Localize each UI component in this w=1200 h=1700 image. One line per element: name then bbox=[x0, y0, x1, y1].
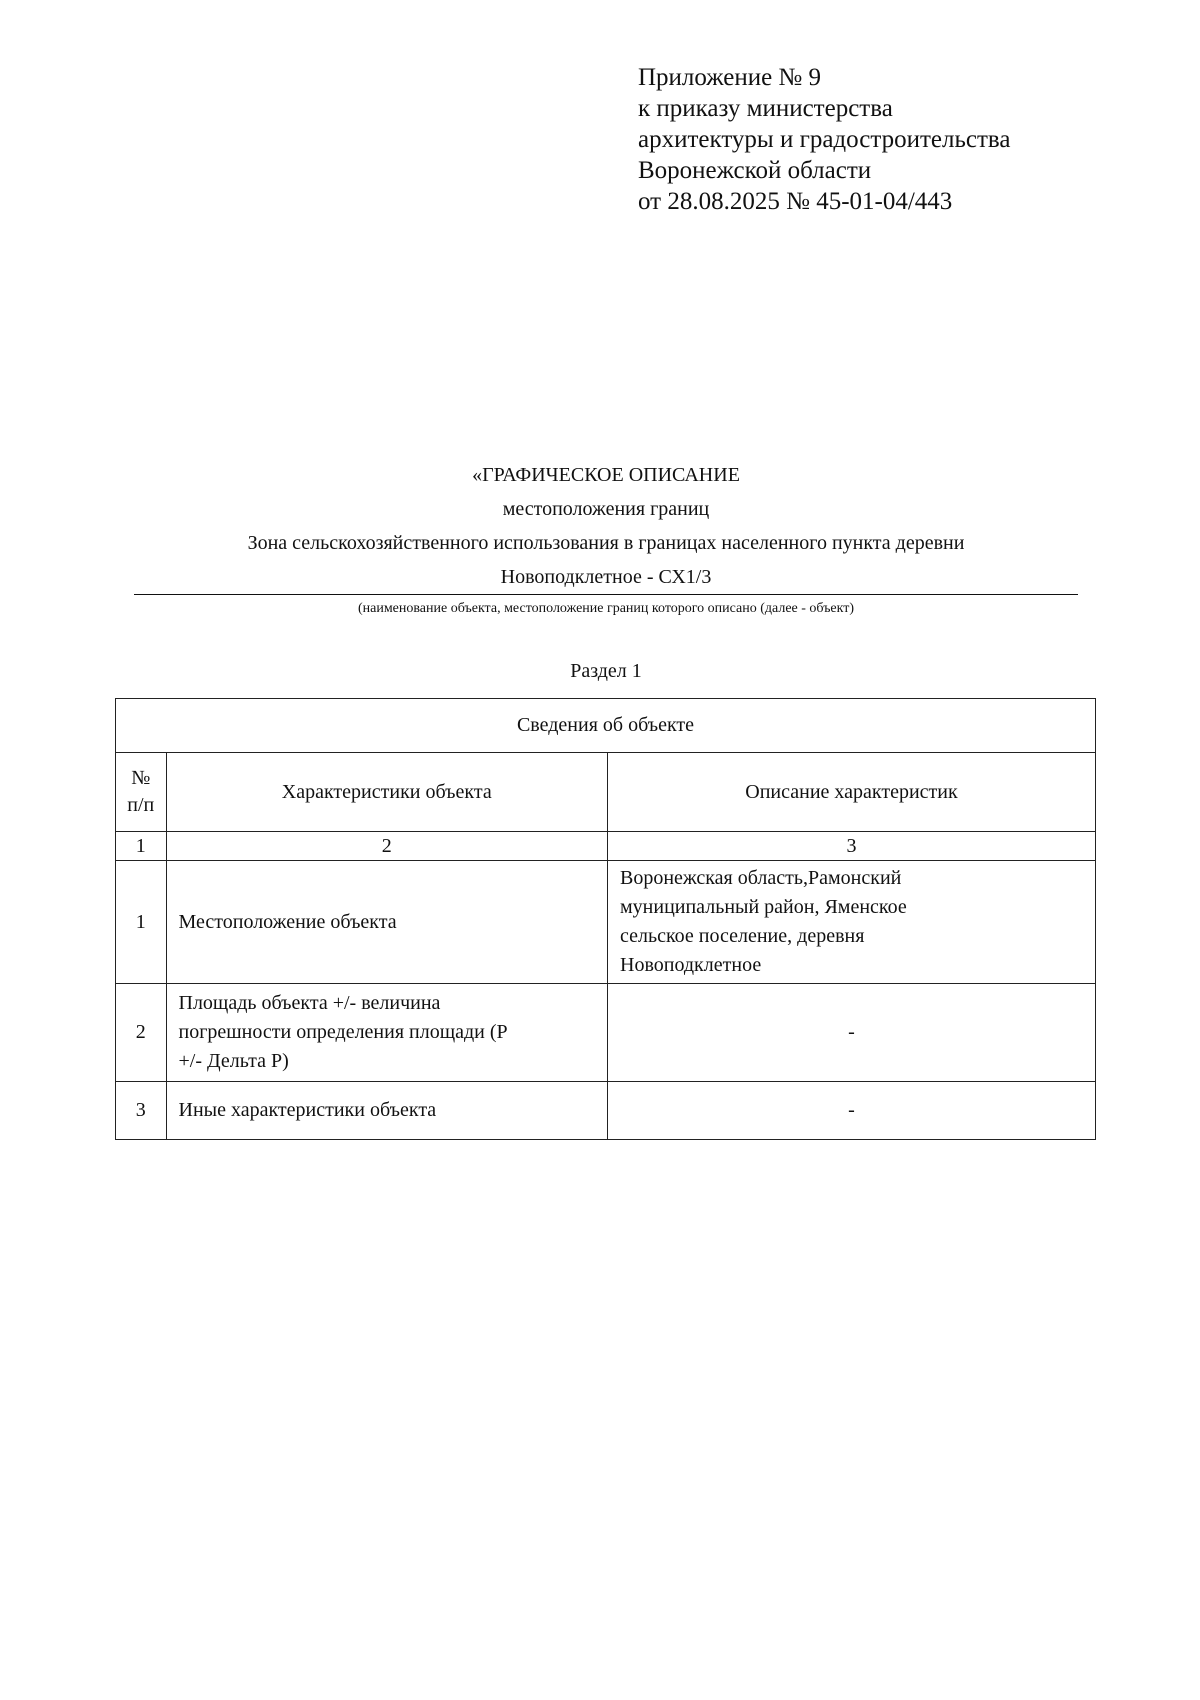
row-characteristic bbox=[166, 984, 608, 1082]
description-line: сельское поселение, деревня bbox=[620, 925, 865, 947]
table-row bbox=[116, 984, 1096, 1082]
header-num bbox=[116, 753, 167, 832]
document-title-block bbox=[134, 458, 1078, 621]
object-name-note: (наименование объекта, местоположение границ которого описано (далее - объект) bbox=[357, 601, 855, 616]
document-title: «ГРАФИЧЕСКОЕ ОПИСАНИЕ bbox=[472, 464, 740, 486]
description-line: Новоподклетное bbox=[620, 954, 762, 976]
appendix-line: Воронежской области bbox=[638, 157, 872, 184]
characteristic-line: Площадь объекта +/- величина bbox=[178, 992, 441, 1014]
column-number: 3 bbox=[608, 832, 1096, 861]
header-num-line: № bbox=[131, 767, 151, 789]
row-description: - bbox=[608, 1082, 1096, 1140]
characteristic-line: погрешности определения площади (Р bbox=[178, 1021, 508, 1043]
row-description bbox=[608, 861, 1096, 984]
appendix-line: Приложение № 9 bbox=[638, 64, 822, 91]
column-number-row bbox=[116, 832, 1096, 861]
characteristic-line: +/- Дельта Р) bbox=[178, 1050, 289, 1072]
appendix-header bbox=[638, 62, 1010, 217]
row-characteristic: Иные характеристики объекта bbox=[166, 1082, 608, 1140]
appendix-line: к приказу министерства bbox=[638, 95, 893, 122]
section-label: Раздел 1 bbox=[570, 660, 642, 682]
appendix-line: от 28.08.2025 № 45-01-04/443 bbox=[638, 188, 953, 215]
table-caption: Сведения об объекте bbox=[116, 699, 1096, 753]
header-num-line: п/п bbox=[127, 794, 155, 816]
row-description: - bbox=[608, 984, 1096, 1082]
row-characteristic: Местоположение объекта bbox=[166, 861, 608, 984]
table-row bbox=[116, 861, 1096, 984]
object-name-line: Новоподклетное - СХ1/3 bbox=[500, 566, 712, 588]
table-row bbox=[116, 1082, 1096, 1140]
row-number: 2 bbox=[116, 984, 167, 1082]
header-description: Описание характеристик bbox=[608, 753, 1096, 832]
table-caption-row bbox=[116, 699, 1096, 753]
column-number: 1 bbox=[116, 832, 167, 861]
row-number: 1 bbox=[116, 861, 167, 984]
description-line: муниципальный район, Яменское bbox=[620, 896, 907, 918]
object-info-table bbox=[115, 698, 1096, 1140]
table-header-row bbox=[116, 753, 1096, 832]
header-characteristics: Характеристики объекта bbox=[166, 753, 608, 832]
appendix-line: архитектуры и градостроительства bbox=[638, 126, 1011, 153]
description-line: Воронежская область,Рамонский bbox=[620, 867, 902, 889]
row-number: 3 bbox=[116, 1082, 167, 1140]
column-number: 2 bbox=[166, 832, 608, 861]
document-subtitle: местоположения границ bbox=[502, 498, 710, 520]
object-name bbox=[134, 526, 1078, 595]
object-name-line: Зона сельскохозяйственного использования в границах населенного пункта деревни bbox=[247, 532, 965, 554]
